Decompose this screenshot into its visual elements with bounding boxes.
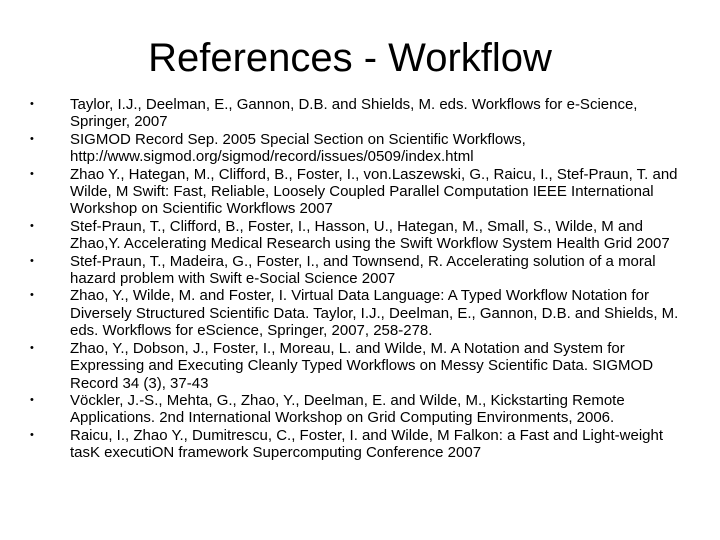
list-item — [30, 287, 680, 339]
bullet-icon: • — [30, 341, 34, 354]
list-item — [30, 96, 680, 131]
bullet-icon: • — [30, 428, 34, 441]
reference-text: SIGMOD Record Sep. 2005 Special Section on Scientific Workflows, http://www.sigmod.org/sigmod/record/issues/0509/index.html — [70, 130, 526, 166]
reference-text: Vöckler, J.-S., Mehta, G., Zhao, Y., Deelman, E. and Wilde, M., Kickstarting Remote Applications. 2nd International Workshop on Grid Computing Environments, 2006. — [70, 391, 625, 427]
reference-text: Zhao, Y., Dobson, J., Foster, I., Moreau, L. and Wilde, M. A Notation and System for Expressing and Executing Cleanly Typed Workflows on Messy Scientific Data. SIGMOD Record 34 (3), 37-43 — [70, 339, 654, 392]
list-item — [30, 340, 680, 392]
reference-text: Stef-Praun, T., Clifford, B., Foster, I., Hasson, U., Hategan, M., Small, S., Wilde, M and Zhao,Y. Accelerating Medical Research using the Swift Workflow System Health Grid 2007 — [70, 217, 670, 253]
bullet-icon: • — [30, 98, 34, 110]
reference-text: Zhao Y., Hategan, M., Clifford, B., Foster, I., von.Laszewski, G., Raicu, I., Stef-Praun, T. and Wilde, M Swift: Fast, Reliable, Loosely Coupled Parallel Computation IEEE International Workshop on Scientific Workflows 2007 — [70, 165, 678, 218]
bullet-icon: • — [30, 219, 34, 232]
reference-list — [30, 96, 680, 462]
bullet-icon: • — [30, 167, 34, 180]
list-item — [30, 218, 680, 253]
bullet-icon: • — [30, 393, 34, 406]
bullet-icon: • — [30, 289, 34, 302]
list-item — [30, 392, 680, 427]
list-item — [30, 427, 680, 462]
reference-text: Raicu, I., Zhao Y., Dumitrescu, C., Foster, I. and Wilde, M Falkon: a Fast and Light-weight tasK executiON framework Supercomputing Conference 2007 — [70, 426, 664, 462]
slide-title: References - Workflow — [148, 36, 552, 80]
bullet-icon: • — [30, 254, 34, 267]
list-item — [30, 253, 680, 288]
bullet-icon: • — [30, 132, 34, 145]
list-item — [30, 131, 680, 166]
list-item — [30, 166, 680, 218]
reference-text: Stef-Praun, T., Madeira, G., Foster, I., and Townsend, R. Accelerating solution of a moral hazard problem with Swift e-Social Science 2007 — [70, 252, 656, 288]
reference-text: Zhao, Y., Wilde, M. and Foster, I. Virtual Data Language: A Typed Workflow Notation for Diversely Structured Scientific Data. Taylor, I.J., Deelman, E., Gannon, D.B. and Shields, M. eds. Workflows for eScience, Springer, 2007, 258-278. — [70, 287, 679, 340]
reference-text: Taylor, I.J., Deelman, E., Gannon, D.B. and Shields, M. eds. Workflows for e-Science, Springer, 2007 — [70, 96, 638, 131]
